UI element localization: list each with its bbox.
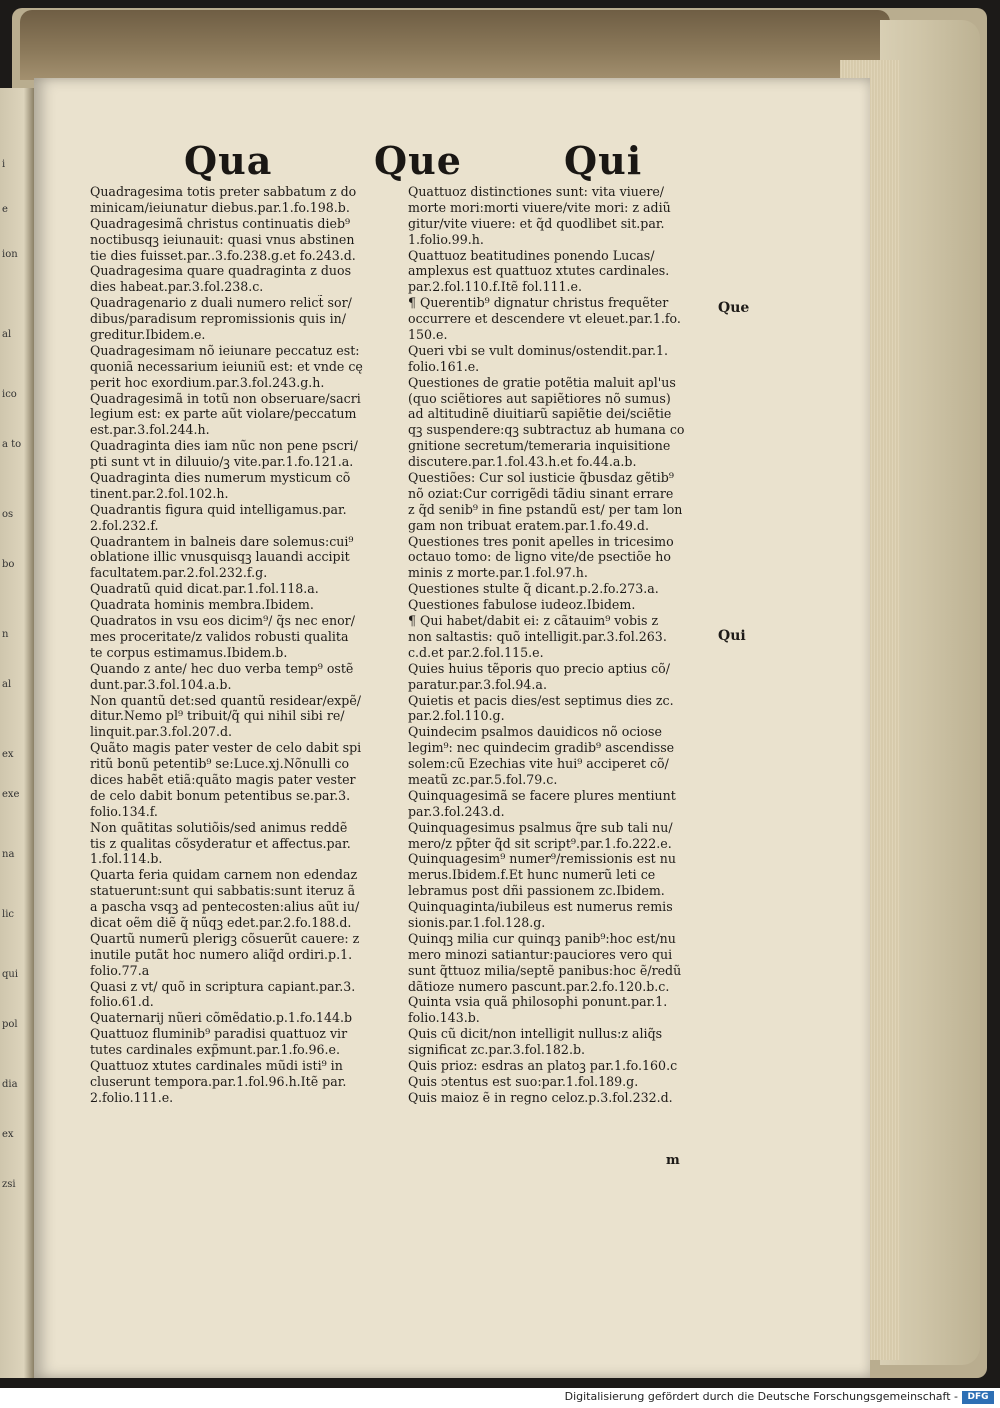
text-line: Quattuoz fluminib⁹ paradisi quattuoz vir [90, 1026, 348, 1042]
text-line: Quadrantis figura quid intelligamus.par. [90, 501, 347, 517]
left-page-fragment: ion [2, 249, 18, 260]
text-line: Non quãtitas solutiõis/sed animus reddẽ [90, 819, 348, 835]
text-line: Quarta feria quidam carnem non edendaz [90, 867, 358, 883]
signature-mark: m [666, 1153, 680, 1168]
dfg-logo[interactable]: DFG [962, 1391, 994, 1404]
footer-credit: Digitalisierung gefördert durch die Deutsche Forschungsgemeinschaft - [564, 1390, 958, 1403]
headword-qui: Qui [564, 138, 643, 183]
left-page-fragment: zsi [2, 1179, 16, 1190]
text-line: Quadratũ quid dicat.par.1.fol.118.a. [90, 581, 319, 597]
right-column [408, 184, 738, 1106]
book-page [34, 78, 870, 1378]
text-line: ¶ Querentib⁹ dignatur christus frequẽter [408, 295, 669, 311]
text-line: Quadragesimã christus continuatis dieb⁹ [90, 215, 351, 231]
text-line: Quadragesima totis preter sabbatum z do [90, 184, 357, 199]
text-line: Quietis et pacis dies/est septimus dies zc. [408, 692, 674, 708]
left-page-fragment: qui [2, 969, 19, 980]
text-line: Quindecim psalmos dauidicos nõ ociose [408, 724, 662, 740]
text-line: a pascha vsqꝫ ad pentecosten:alius aũt iu/ [90, 899, 360, 915]
text-line: lebramus post dñi passionem zc.Ibidem. [408, 883, 665, 899]
text-line: morte mori:morti viuere/vite mori: z adiũ [408, 199, 671, 215]
left-page-fragment: a to [2, 439, 22, 450]
text-line: mes proceritate/z validos robusti qualita [90, 628, 349, 644]
left-page-fragment: n [2, 629, 9, 640]
text-line: significat zc.par.3.fol.182.b. [408, 1042, 586, 1058]
text-line: meatũ zc.par.5.fol.79.c. [408, 771, 558, 787]
text-line: sionis.par.1.fol.128.g. [408, 914, 546, 930]
text-line: dunt.par.3.fol.104.a.b. [90, 676, 232, 692]
text-line: Quinquagesimã se facere plures mentiunt [408, 787, 676, 803]
headword-qua: Qua [184, 138, 273, 183]
text-line: Quis ɔtentus est suo:par.1.fol.189.g. [408, 1073, 639, 1089]
margin-note-qui: Qui [718, 628, 746, 644]
text-line: Quadratos in vsu eos dicim⁹/ q̃s nec enor/ [90, 613, 355, 629]
text-line: discutere.par.1.fol.43.h.et fo.44.a.b. [408, 454, 637, 470]
text-line: Quadragesimam nõ ieiunare peccatuz est: [90, 342, 360, 358]
left-page-fragment: ico [2, 389, 17, 400]
text-line: statuerunt:sunt qui sabbatis:sunt iteruz ã [90, 883, 356, 899]
text-line: nõ oziat:Cur corrigẽdi tãdiu sinant errare [408, 485, 674, 501]
text-line: legim⁹: nec quindecim gradib⁹ ascendisse [408, 740, 675, 756]
text-line: ritũ bonũ petentib⁹ se:Luce.xj.Nõnulli co [90, 756, 350, 772]
text-line: 2.fol.232.f. [90, 517, 159, 533]
margin-note-que: Que [718, 300, 750, 316]
left-page-fragment: ex [2, 749, 14, 760]
text-line: dies habeat.par.3.fol.238.c. [90, 279, 264, 295]
text-line: ditur.Nemo pl⁹ tribuit/q̃ qui nihil sibi re/ [90, 708, 345, 724]
left-page-fragment: i [2, 159, 6, 170]
book-top-edge [20, 10, 890, 80]
text-line: (quo sciẽtiores aut sapiẽtiores nõ sumus) [408, 390, 671, 406]
text-line: Quinqꝫ milia cur quinqꝫ panib⁹:hoc est/nu [408, 930, 676, 946]
text-line: Quadragesima quare quadraginta z duos [90, 263, 352, 279]
text-line: 1.folio.99.h. [408, 231, 484, 247]
text-line: dices habẽt etiã:quãto magis pater vester [90, 771, 356, 787]
text-line: par.2.fol.110.g. [408, 708, 505, 724]
text-line: ad altitudinẽ diuitiarũ sapiẽtie dei/sciẽtie [408, 406, 672, 422]
left-page-fragment: os [2, 509, 14, 520]
text-line: Quis prioz: esdras an platoꝫ par.1.fo.160.c [408, 1057, 678, 1073]
text-line: merus.Ibidem.f.Et hunc numerũ leti ce [408, 867, 656, 883]
left-page-fragment: lic [2, 909, 14, 920]
text-line: folio.134.f. [90, 803, 158, 819]
text-line: mero minozi satiantur:pauciores vero qui [408, 946, 673, 962]
left-page-fragment: al [2, 329, 12, 340]
text-line: Quasi z vt/ quõ in scriptura capiant.par.3. [90, 978, 356, 994]
text-line: paratur.par.3.fol.94.a. [408, 676, 547, 692]
text-line: tinent.par.2.fol.102.h. [90, 485, 229, 501]
left-page-fragment: al [2, 679, 12, 690]
text-line: minis z morte.par.1.fol.97.h. [408, 565, 588, 581]
text-line: Quies huius tẽporis quo precio aptius cõ/ [408, 660, 670, 676]
text-line: par.2.fol.110.f.Itẽ fol.111.e. [408, 279, 583, 295]
text-line: folio.77.a [90, 962, 150, 978]
text-line: Quartũ numerũ plerigꝫ cõsuerũt cauere: z [90, 930, 360, 946]
text-line: Questiones fabulose iudeoz.Ibidem. [408, 597, 636, 613]
left-page-fragment: exe [2, 789, 20, 800]
text-line: Quando z ante/ hec duo verba temp⁹ ostẽ [90, 660, 354, 676]
text-line: solem:cũ Ezechias vite hui⁹ acciperet cõ/ [408, 756, 669, 772]
text-line: Quattuoz distinctiones sunt: vita viuere/ [408, 184, 665, 199]
text-line: amplexus est quattuoz xtutes cardinales. [408, 263, 670, 279]
text-line: Quadragenario z duali numero relict̃ sor/ [90, 295, 352, 311]
text-line: gitur/vite viuere: et q̃d quodlibet sit.par. [408, 215, 665, 231]
text-line: perit hoc exordium.par.3.fol.243.g.h. [90, 374, 325, 390]
text-line: legium est: ex parte aũt violare/peccatum [90, 406, 357, 422]
left-page-fragment: e [2, 204, 8, 215]
text-line: noctibusqꝫ ieiunauit: quasi vnus abstinen [90, 231, 355, 247]
text-line: oblatione illic vnusquisqꝫ lauandi accipit [90, 549, 350, 565]
text-line: dãtioze numero pascunt.par.2.fo.120.b.c. [408, 978, 670, 994]
text-line: 150.e. [408, 327, 448, 343]
text-line: dibus/paradisum repromissionis quis in/ [90, 311, 346, 327]
text-line: non saltastis: quõ intelligit.par.3.fol.263. [408, 628, 667, 644]
text-line: est.par.3.fol.244.h. [90, 422, 210, 438]
text-line: minicam/ieiunatur diebus.par.1.fo.198.b. [90, 199, 350, 215]
text-line: tie dies fuisset.par..3.fo.238.g.et fo.243.d. [90, 247, 356, 263]
text-line: Questiones tres ponit apelles in tricesimo [408, 533, 674, 549]
text-line: tis z qualitas cõsyderatur et affectus.par. [90, 835, 351, 851]
text-line: gam non tribuat eratem.par.1.fo.49.d. [408, 517, 649, 533]
text-line: Quattuoz xtutes cardinales mũdi isti⁹ in [90, 1057, 343, 1073]
left-column [90, 184, 412, 1106]
text-line: quoniã necessarium ieiuniũ est: et vnde cę [90, 358, 363, 374]
text-line: Quinta vsia quã philosophi ponunt.par.1. [408, 994, 668, 1010]
text-line: de celo dabit bonum petentibus se.par.3. [90, 787, 351, 803]
text-line: octauo tomo: de ligno vite/de psectiõe ho [408, 549, 671, 565]
text-line: pti sunt vt in diluuio/ꝫ vite.par.1.fo.121.a. [90, 454, 354, 470]
headword-que: Que [374, 138, 462, 183]
text-line: folio.161.e. [408, 358, 480, 374]
text-line: Quinquagesimus psalmus q̃re sub tali nu/ [408, 819, 673, 835]
text-line: folio.61.d. [90, 994, 154, 1010]
text-line: linquit.par.3.fol.207.d. [90, 724, 233, 740]
text-line: 1.fol.114.b. [90, 851, 163, 867]
text-line: facultatem.par.2.fol.232.f.g. [90, 565, 268, 581]
text-line: Questiones stulte q̃ dicant.p.2.fo.273.a. [408, 581, 659, 597]
text-line: occurrere et descendere vt eleuet.par.1.fo. [408, 311, 681, 327]
text-line: cluserunt tempora.par.1.fol.96.h.Itẽ par. [90, 1073, 347, 1089]
text-line: Questiões: Cur sol iusticie q̃busdaz gẽtib⁹ [408, 470, 674, 486]
text-line: folio.143.b. [408, 1010, 480, 1026]
text-line: z q̃d senib⁹ in fine pstandũ est/ per tam lon [408, 501, 683, 517]
left-page-fragment: na [2, 849, 15, 860]
text-line: Quãto magis pater vester de celo dabit spi [90, 740, 362, 756]
text-line: tutes cardinales exp̃munt.par.1.fo.96.e. [90, 1042, 340, 1058]
left-page-fragment: ex [2, 1129, 14, 1140]
text-line: Quadraginta dies iam nũc non pene pscri/ [90, 438, 358, 454]
text-line: par.3.fol.243.d. [408, 803, 505, 819]
text-line: Quadrantem in balneis dare solemus:cui⁹ [90, 533, 354, 549]
text-line: Quaternarij nũeri cõmẽdatio.p.1.fo.144.b [90, 1010, 353, 1026]
text-line: 2.folio.111.e. [90, 1089, 174, 1105]
text-line: Quinquagesim⁹ numer⁹/remissionis est nu [408, 851, 676, 867]
left-page-fragment: bo [2, 559, 15, 570]
text-line: te corpus estimamus.Ibidem.b. [90, 644, 288, 660]
text-line: sunt q̃ttuoz milia/septẽ panibus:hoc ẽ/redũ [408, 962, 682, 978]
text-line: Quadrata hominis membra.Ibidem. [90, 597, 314, 613]
text-line: ¶ Qui habet/dabit ei: z cãtauim⁹ vobis z [408, 613, 659, 629]
text-line: Non quantũ det:sed quantũ residear/expẽ/ [90, 692, 362, 708]
text-line: Queri vbi se vult dominus/ostendit.par.1. [408, 342, 668, 358]
text-line: Questiones de gratie potẽtia maluit apl'us [408, 374, 676, 390]
text-line: mero/z pp̃ter q̃d sit script⁹.par.1.fo.222.e. [408, 835, 672, 851]
text-line: Quis maioz ẽ in regno celoz.p.3.fol.232.d. [408, 1089, 673, 1105]
text-line: qꝫ suspendere:qꝫ subtractuz ab humana co [408, 422, 685, 438]
text-line: c.d.et par.2.fol.115.e. [408, 644, 544, 660]
text-line: greditur.Ibidem.e. [90, 327, 206, 343]
text-line: Quattuoz beatitudines ponendo Lucas/ [408, 247, 655, 263]
text-line: Quadragesimã in totũ non obseruare/sacri [90, 390, 361, 406]
text-line: dicat oẽm diẽ q̃ nũqꝫ edet.par.2.fo.188.d. [90, 914, 352, 930]
text-line: Quis cũ dicit/non intelligit nullus:z aliq̃s [408, 1026, 663, 1042]
text-line: inutile putãt hoc numero aliq̃d ordiri.p.1. [90, 946, 353, 962]
text-line: gnitione secretum/temeraria inquisitione [408, 438, 671, 454]
text-line: Quadraginta dies numerum mysticum cõ [90, 470, 351, 486]
left-page-strip [0, 88, 34, 1378]
left-page-fragment: pol [2, 1019, 18, 1030]
left-page-fragment: dia [2, 1079, 18, 1090]
text-line: Quinquaginta/iubileus est numerus remis [408, 899, 673, 915]
footer-bar [0, 1388, 1000, 1408]
